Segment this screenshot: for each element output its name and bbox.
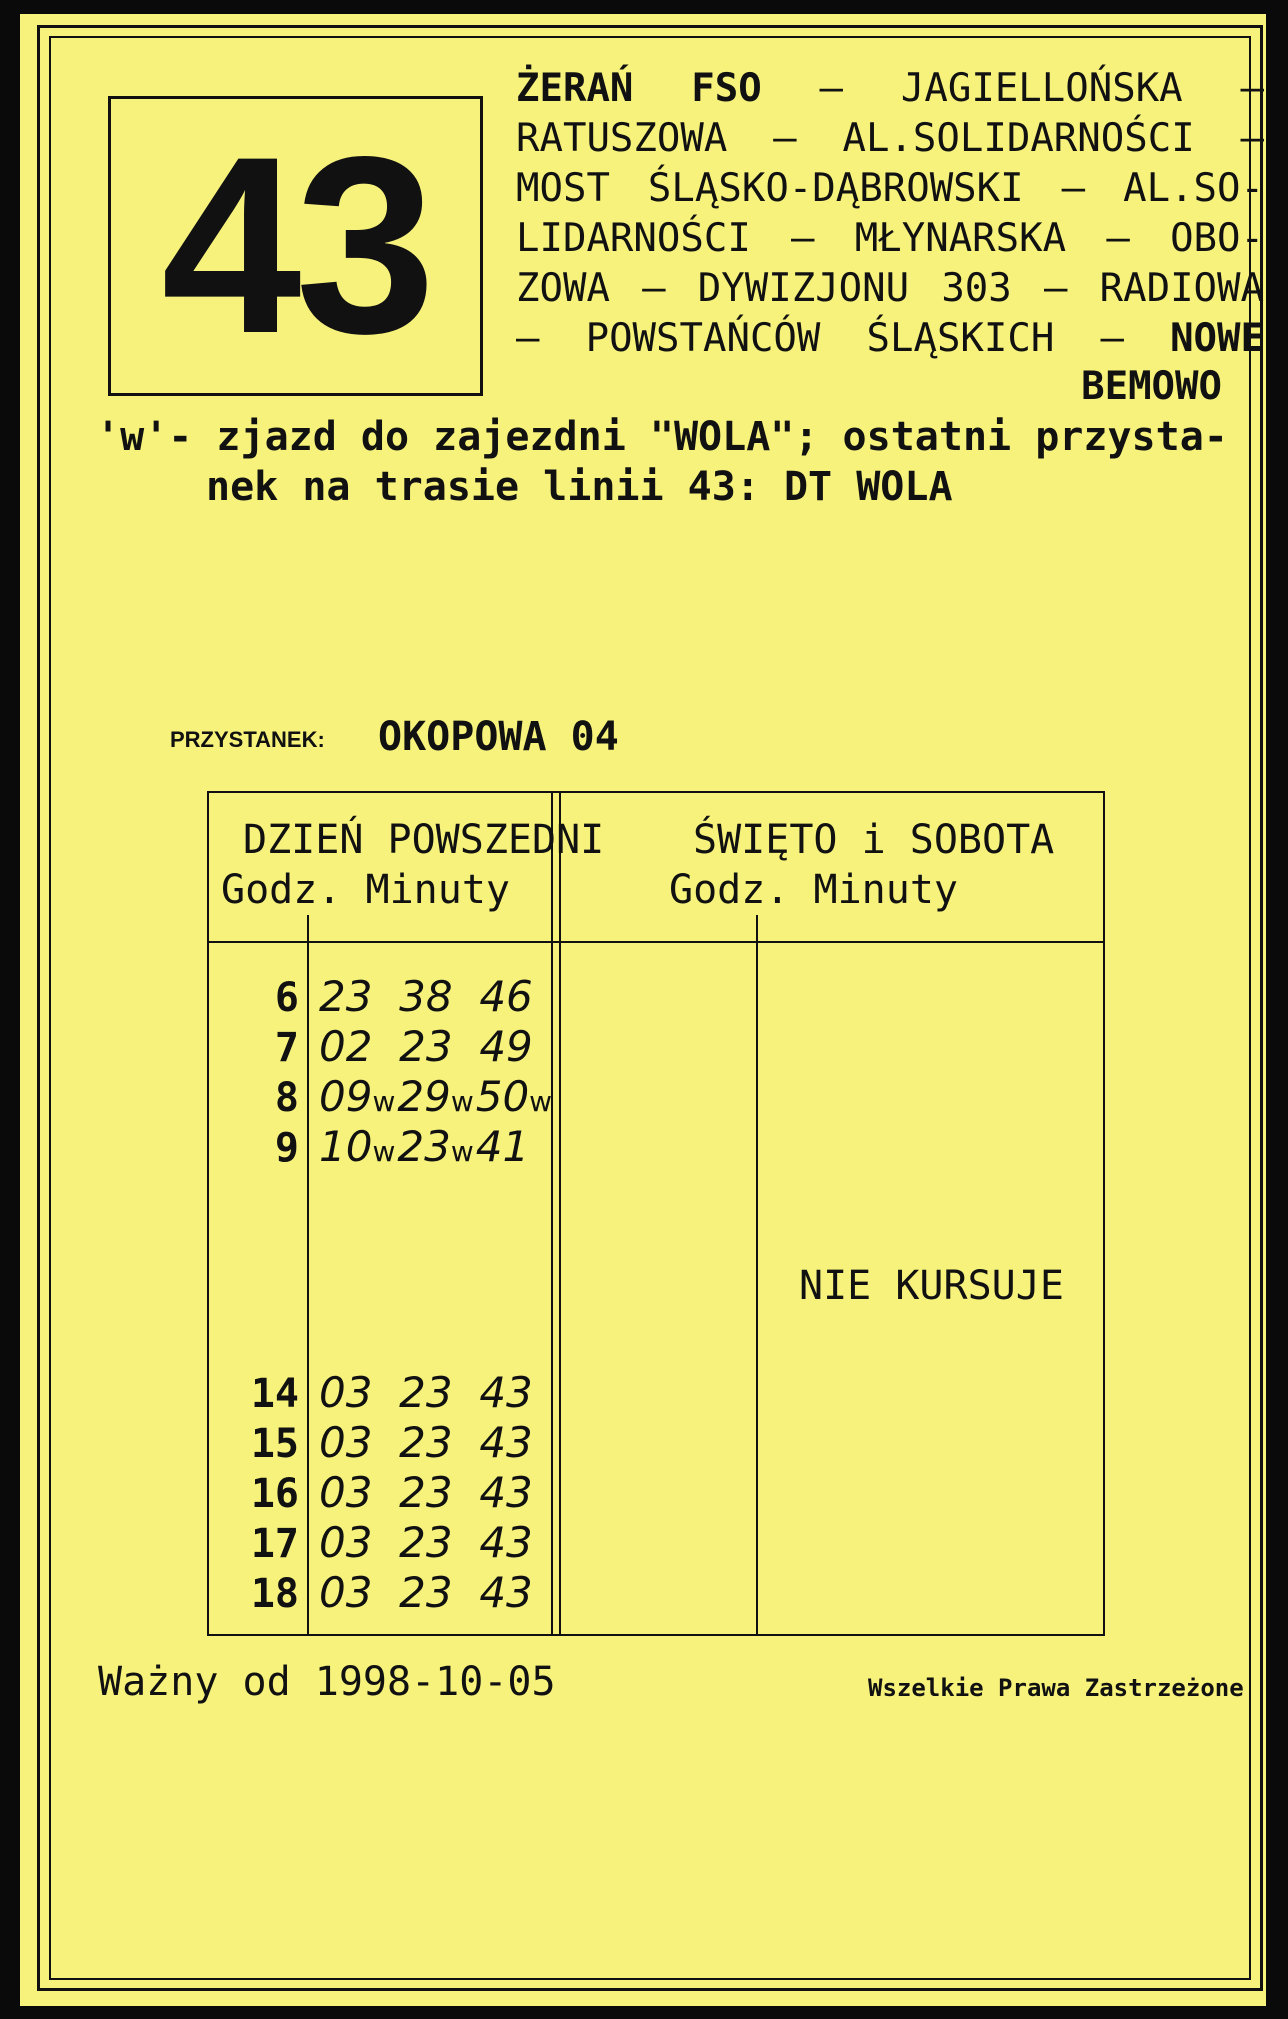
schedule-table [207, 791, 1105, 1636]
minute-value: 03 [319, 1568, 373, 1617]
minute-value: 23 [399, 1022, 453, 1071]
minute-value: 09 [319, 1072, 373, 1121]
hour-cell: 16 [250, 1471, 299, 1517]
hour-cell: 7 [274, 1025, 299, 1071]
copyright-notice: Wszelkie Prawa Zastrzeżone [868, 1674, 1244, 1702]
line-number-box [108, 96, 483, 396]
minute-value: 43 [479, 1518, 533, 1567]
route-line [516, 114, 1264, 164]
hour-cell: 8 [274, 1075, 299, 1121]
minute-value: 41 [475, 1122, 530, 1171]
holiday-status: NIE KURSUJE [799, 1263, 1064, 1309]
minute-value: 23 [397, 1122, 451, 1171]
depot-marker: w [372, 1135, 396, 1168]
holiday-subtitle: Godz. Minuty [669, 867, 958, 913]
minute-value: 49 [479, 1022, 533, 1071]
minutes-cell [319, 1072, 554, 1121]
route-line [516, 264, 1264, 314]
valid-from: Ważny od 1998-10-05 [98, 1659, 556, 1705]
minute-value: 43 [479, 1568, 533, 1617]
hour-cell: 18 [250, 1571, 299, 1617]
hour-divider [756, 915, 758, 1636]
minutes-cell [319, 1568, 533, 1617]
hour-divider [307, 915, 309, 1636]
minute-value: 23 [399, 1468, 453, 1517]
route-segment: RATUSZOWA – AL.SOLIDARNOŚCI – [516, 116, 1264, 161]
column-divider [559, 793, 561, 1636]
holiday-title: ŚWIĘTO i SOBOTA [693, 817, 1055, 863]
minute-value: 02 [319, 1022, 373, 1071]
route-line [516, 214, 1264, 264]
minute-value: 03 [319, 1368, 373, 1417]
route-line [516, 64, 1264, 114]
minute-value: 46 [479, 972, 533, 1021]
minute-value: 10 [319, 1122, 373, 1171]
minute-value: 23 [399, 1568, 453, 1617]
route-segment: ZOWA – DYWIZJONU 303 – RADIOWA [516, 266, 1264, 311]
route-terminus: BEMOWO [1081, 364, 1222, 409]
route-segment: LIDARNOŚCI – MŁYNARSKA – OBO- [516, 216, 1264, 261]
route-description [516, 64, 1264, 364]
minute-value: 03 [319, 1518, 373, 1567]
route-segment: MOST ŚLĄSKO-DĄBROWSKI – AL.SO- [516, 166, 1264, 211]
route-line [516, 314, 1264, 364]
minutes-cell [319, 1368, 533, 1417]
depot-note-line-1: 'w'- zjazd do zajezdni "WOLA"; ostatni przysta- [96, 414, 1228, 460]
hour-cell: 6 [274, 975, 299, 1021]
hour-cell: 9 [274, 1125, 299, 1171]
column-divider [551, 793, 553, 1636]
weekday-subtitle: Godz. Minuty [221, 867, 510, 913]
minute-value: 50 [475, 1072, 530, 1121]
minute-value: 23 [399, 1368, 453, 1417]
minute-value: 23 [319, 972, 373, 1021]
stop-label: PRZYSTANEK: [170, 727, 325, 752]
route-line [516, 164, 1264, 214]
minutes-cell [319, 1418, 533, 1467]
depot-note [96, 412, 1246, 512]
minutes-cell [319, 1518, 533, 1567]
route-segment: – JAGIELLOŃSKA – [761, 66, 1264, 111]
route-segment: – POWSTAŃCÓW ŚLĄSKICH – [516, 316, 1171, 361]
timetable-sheet [20, 14, 1266, 2006]
depot-note-line-2: nek na trasie linii 43: DT WOLA [206, 464, 953, 510]
header-divider [209, 941, 1103, 943]
minute-value: 29 [397, 1072, 451, 1121]
hour-cell: 15 [250, 1421, 299, 1467]
route-segment: ŻERAŃ FSO [516, 66, 762, 111]
weekday-title: DZIEŃ POWSZEDNI [243, 817, 605, 863]
minute-value: 03 [319, 1418, 373, 1467]
minute-value: 23 [399, 1518, 453, 1567]
minute-value: 43 [479, 1368, 533, 1417]
depot-marker: w [450, 1135, 474, 1168]
minute-value: 03 [319, 1468, 373, 1517]
depot-marker: w [450, 1085, 474, 1118]
depot-marker: w [529, 1085, 553, 1118]
hour-cell: 17 [250, 1521, 299, 1567]
minutes-cell [319, 972, 533, 1021]
minute-value: 38 [399, 972, 453, 1021]
minutes-cell [319, 1468, 533, 1517]
minutes-cell [319, 1122, 529, 1171]
minute-value: 43 [479, 1468, 533, 1517]
stop-name: OKOPOWA 04 [378, 714, 619, 760]
hour-cell: 14 [250, 1371, 299, 1417]
depot-marker: w [372, 1085, 396, 1118]
minutes-cell [319, 1022, 533, 1071]
route-segment: NOWE [1170, 316, 1264, 361]
minute-value: 23 [399, 1418, 453, 1467]
line-number: 43 [161, 105, 430, 386]
minute-value: 43 [479, 1418, 533, 1467]
